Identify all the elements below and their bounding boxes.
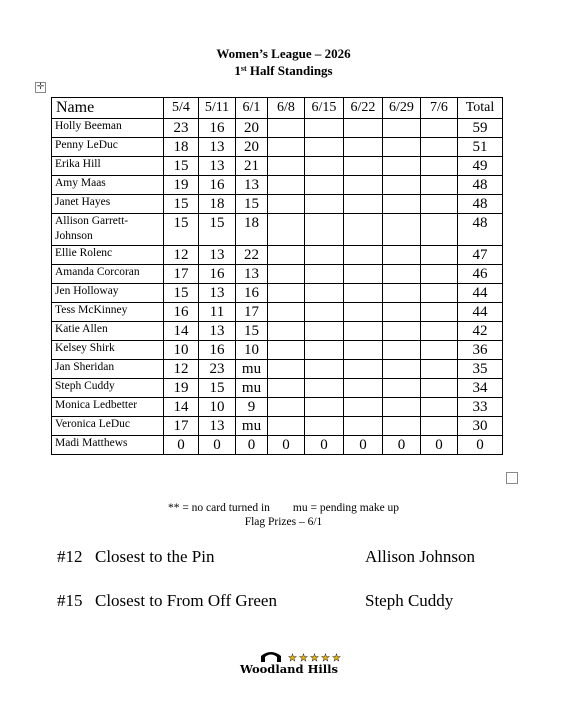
standings-table <box>51 97 503 455</box>
table-row <box>52 341 503 360</box>
logo-star-icon: ★ <box>321 653 330 664</box>
flag-winner: Allison Johnson <box>365 547 476 566</box>
player-name-cell: Holly Beeman <box>52 119 164 138</box>
column-header-date: 6/8 <box>268 98 305 119</box>
score-cell <box>421 398 458 417</box>
score-cell <box>383 157 421 176</box>
score-cell <box>344 265 383 284</box>
score-cell: 13 <box>236 265 268 284</box>
legend-line <box>0 501 567 515</box>
player-name-cell: Jan Sheridan <box>52 360 164 379</box>
score-cell <box>421 341 458 360</box>
score-cell: 20 <box>236 138 268 157</box>
score-cell <box>268 360 305 379</box>
score-cell <box>268 398 305 417</box>
score-cell <box>305 195 344 214</box>
score-cell <box>383 303 421 322</box>
score-cell <box>383 322 421 341</box>
score-cell <box>268 341 305 360</box>
score-cell: 16 <box>199 119 236 138</box>
flag-winner: Steph Cuddy <box>365 591 454 610</box>
player-name-cell: Allison Garrett-Johnson <box>52 214 164 246</box>
score-cell <box>305 303 344 322</box>
total-cell: 44 <box>458 303 503 322</box>
score-cell: 13 <box>236 176 268 195</box>
score-cell: 0 <box>383 436 421 455</box>
table-move-handle-icon[interactable]: ✛ <box>36 82 45 92</box>
logo-star-icon: ★ <box>299 653 308 664</box>
score-cell <box>268 284 305 303</box>
score-cell <box>344 284 383 303</box>
total-cell: 48 <box>458 214 503 246</box>
table-row <box>52 436 503 455</box>
score-cell <box>305 119 344 138</box>
table-row <box>52 119 503 138</box>
column-header-date: 6/29 <box>383 98 421 119</box>
logo-star-icon: ★ <box>332 653 341 664</box>
score-cell: 19 <box>164 176 199 195</box>
score-cell <box>344 379 383 398</box>
score-cell <box>383 379 421 398</box>
logo-star-icon: ★ <box>310 653 319 664</box>
score-cell <box>268 417 305 436</box>
score-cell <box>305 417 344 436</box>
total-cell: 48 <box>458 195 503 214</box>
player-name-cell: Tess McKinney <box>52 303 164 322</box>
score-cell: 15 <box>164 214 199 246</box>
total-cell: 46 <box>458 265 503 284</box>
score-cell <box>421 417 458 436</box>
column-header-date: 5/11 <box>199 98 236 119</box>
score-cell: 13 <box>199 246 236 265</box>
legend-no-card: ** = no card turned in <box>167 502 270 514</box>
score-cell <box>421 157 458 176</box>
score-cell <box>268 119 305 138</box>
score-cell <box>268 265 305 284</box>
document-subtitle <box>0 63 567 79</box>
score-cell <box>383 398 421 417</box>
logo-star-icon: ★ <box>288 653 297 664</box>
score-cell <box>344 176 383 195</box>
score-cell: mu <box>236 417 268 436</box>
total-cell: 0 <box>458 436 503 455</box>
column-header-date: 5/4 <box>164 98 199 119</box>
logo-text: Woodland Hills <box>239 662 339 676</box>
score-cell: 16 <box>199 265 236 284</box>
player-name-cell: Kelsey Shirk <box>52 341 164 360</box>
score-cell <box>305 341 344 360</box>
player-name-cell: Steph Cuddy <box>52 379 164 398</box>
score-cell: 23 <box>199 360 236 379</box>
player-name-cell: Penny LeDuc <box>52 138 164 157</box>
score-cell: 0 <box>305 436 344 455</box>
standings-table-body <box>52 98 503 455</box>
score-cell <box>268 214 305 246</box>
score-cell <box>305 379 344 398</box>
score-cell: 15 <box>164 195 199 214</box>
table-row <box>52 284 503 303</box>
total-cell: 59 <box>458 119 503 138</box>
total-cell: 49 <box>458 157 503 176</box>
score-cell: 9 <box>236 398 268 417</box>
score-cell <box>383 214 421 246</box>
score-cell: 22 <box>236 246 268 265</box>
score-cell: 20 <box>236 119 268 138</box>
flag-prize-name: Closest to From Off Green <box>95 591 277 610</box>
total-cell: 35 <box>458 360 503 379</box>
score-cell <box>383 341 421 360</box>
score-cell <box>268 176 305 195</box>
table-row <box>52 322 503 341</box>
score-cell <box>383 246 421 265</box>
flag-hole-number: #12 <box>57 547 83 566</box>
column-header-total: Total <box>458 98 503 119</box>
score-cell: 10 <box>236 341 268 360</box>
score-cell: 14 <box>164 322 199 341</box>
score-cell <box>268 303 305 322</box>
total-cell: 30 <box>458 417 503 436</box>
score-cell: 14 <box>164 398 199 417</box>
score-cell <box>383 265 421 284</box>
score-cell <box>305 246 344 265</box>
score-cell <box>344 157 383 176</box>
score-cell: 13 <box>199 284 236 303</box>
table-row <box>52 417 503 436</box>
table-row <box>52 214 503 246</box>
score-cell <box>383 417 421 436</box>
score-cell: mu <box>236 379 268 398</box>
total-cell: 48 <box>458 176 503 195</box>
player-name-cell: Katie Allen <box>52 322 164 341</box>
score-cell: 15 <box>164 284 199 303</box>
total-cell: 47 <box>458 246 503 265</box>
score-cell <box>268 195 305 214</box>
subtitle-ordinal-suffix: st <box>240 64 247 73</box>
woodland-hills-logo <box>233 648 345 678</box>
score-cell <box>344 195 383 214</box>
column-header-date: 6/15 <box>305 98 344 119</box>
score-cell: mu <box>236 360 268 379</box>
score-cell <box>344 214 383 246</box>
score-cell: 23 <box>164 119 199 138</box>
score-cell: 17 <box>164 417 199 436</box>
score-cell: 13 <box>199 138 236 157</box>
score-cell: 12 <box>164 360 199 379</box>
score-cell <box>421 176 458 195</box>
player-name-cell: Veronica LeDuc <box>52 417 164 436</box>
player-name-cell: Madi Matthews <box>52 436 164 455</box>
table-row <box>52 246 503 265</box>
table-row <box>52 157 503 176</box>
total-cell: 36 <box>458 341 503 360</box>
score-cell <box>421 303 458 322</box>
score-cell <box>421 246 458 265</box>
score-cell <box>421 119 458 138</box>
total-cell: 42 <box>458 322 503 341</box>
score-cell <box>305 322 344 341</box>
score-cell <box>383 119 421 138</box>
total-cell: 34 <box>458 379 503 398</box>
score-cell <box>305 265 344 284</box>
score-cell <box>383 284 421 303</box>
score-cell: 0 <box>344 436 383 455</box>
total-cell: 33 <box>458 398 503 417</box>
score-cell <box>305 214 344 246</box>
score-cell <box>383 176 421 195</box>
score-cell <box>344 119 383 138</box>
score-cell: 0 <box>199 436 236 455</box>
total-cell: 44 <box>458 284 503 303</box>
score-cell: 15 <box>199 379 236 398</box>
score-cell <box>421 360 458 379</box>
score-cell: 13 <box>199 417 236 436</box>
column-header-date: 6/22 <box>344 98 383 119</box>
score-cell: 19 <box>164 379 199 398</box>
score-cell <box>421 138 458 157</box>
score-cell: 0 <box>268 436 305 455</box>
score-cell <box>344 138 383 157</box>
subtitle-ordinal: 1 <box>234 63 241 78</box>
score-cell <box>421 214 458 246</box>
table-resize-handle[interactable] <box>506 472 518 484</box>
score-cell: 18 <box>164 138 199 157</box>
score-cell <box>268 138 305 157</box>
score-cell: 18 <box>236 214 268 246</box>
score-cell <box>305 138 344 157</box>
score-cell <box>344 341 383 360</box>
score-cell: 15 <box>199 214 236 246</box>
score-cell <box>383 138 421 157</box>
score-cell: 10 <box>164 341 199 360</box>
score-cell: 0 <box>164 436 199 455</box>
column-header-name: Name <box>52 98 164 119</box>
score-cell: 15 <box>236 322 268 341</box>
score-cell: 13 <box>199 322 236 341</box>
score-cell <box>305 176 344 195</box>
table-row <box>52 303 503 322</box>
table-row <box>52 360 503 379</box>
score-cell <box>344 360 383 379</box>
player-name-cell: Jen Holloway <box>52 284 164 303</box>
flag-hole-number: #15 <box>57 591 83 610</box>
legend-pending: mu = pending make up <box>292 502 400 514</box>
score-cell: 0 <box>421 436 458 455</box>
table-row <box>52 195 503 214</box>
score-cell <box>344 246 383 265</box>
score-cell <box>344 417 383 436</box>
score-cell: 12 <box>164 246 199 265</box>
player-name-cell: Ellie Rolenc <box>52 246 164 265</box>
player-name-cell: Janet Hayes <box>52 195 164 214</box>
score-cell <box>268 322 305 341</box>
player-name-cell: Erika Hill <box>52 157 164 176</box>
table-header-row <box>52 98 503 119</box>
score-cell: 15 <box>164 157 199 176</box>
score-cell: 16 <box>164 303 199 322</box>
score-cell <box>344 322 383 341</box>
logo-arch-icon <box>261 652 281 662</box>
table-row <box>52 379 503 398</box>
score-cell: 17 <box>164 265 199 284</box>
table-row <box>52 398 503 417</box>
score-cell <box>305 398 344 417</box>
table-row <box>52 176 503 195</box>
score-cell: 11 <box>199 303 236 322</box>
player-name-cell: Monica Ledbetter <box>52 398 164 417</box>
score-cell: 13 <box>199 157 236 176</box>
table-row <box>52 138 503 157</box>
score-cell: 15 <box>236 195 268 214</box>
score-cell <box>305 157 344 176</box>
score-cell <box>344 303 383 322</box>
column-header-date: 7/6 <box>421 98 458 119</box>
score-cell: 16 <box>236 284 268 303</box>
score-cell <box>383 195 421 214</box>
flag-prize-name: Closest to the Pin <box>95 547 215 566</box>
score-cell <box>305 284 344 303</box>
score-cell <box>344 398 383 417</box>
document-title: Women’s League – 2026 <box>216 46 351 61</box>
score-cell <box>421 195 458 214</box>
flag-prizes-heading: Flag Prizes – 6/1 <box>244 516 323 528</box>
score-cell: 21 <box>236 157 268 176</box>
table-row <box>52 265 503 284</box>
score-cell <box>421 379 458 398</box>
score-cell: 16 <box>199 176 236 195</box>
score-cell <box>421 322 458 341</box>
score-cell <box>268 246 305 265</box>
score-cell: 10 <box>199 398 236 417</box>
score-cell <box>421 265 458 284</box>
score-cell: 0 <box>236 436 268 455</box>
total-cell: 51 <box>458 138 503 157</box>
score-cell: 17 <box>236 303 268 322</box>
subtitle-rest: Half Standings <box>246 63 333 78</box>
score-cell: 18 <box>199 195 236 214</box>
column-header-date: 6/1 <box>236 98 268 119</box>
player-name-cell: Amanda Corcoran <box>52 265 164 284</box>
score-cell <box>383 360 421 379</box>
score-cell <box>268 157 305 176</box>
player-name-cell: Amy Maas <box>52 176 164 195</box>
score-cell <box>305 360 344 379</box>
score-cell <box>268 379 305 398</box>
score-cell <box>421 284 458 303</box>
score-cell: 16 <box>199 341 236 360</box>
